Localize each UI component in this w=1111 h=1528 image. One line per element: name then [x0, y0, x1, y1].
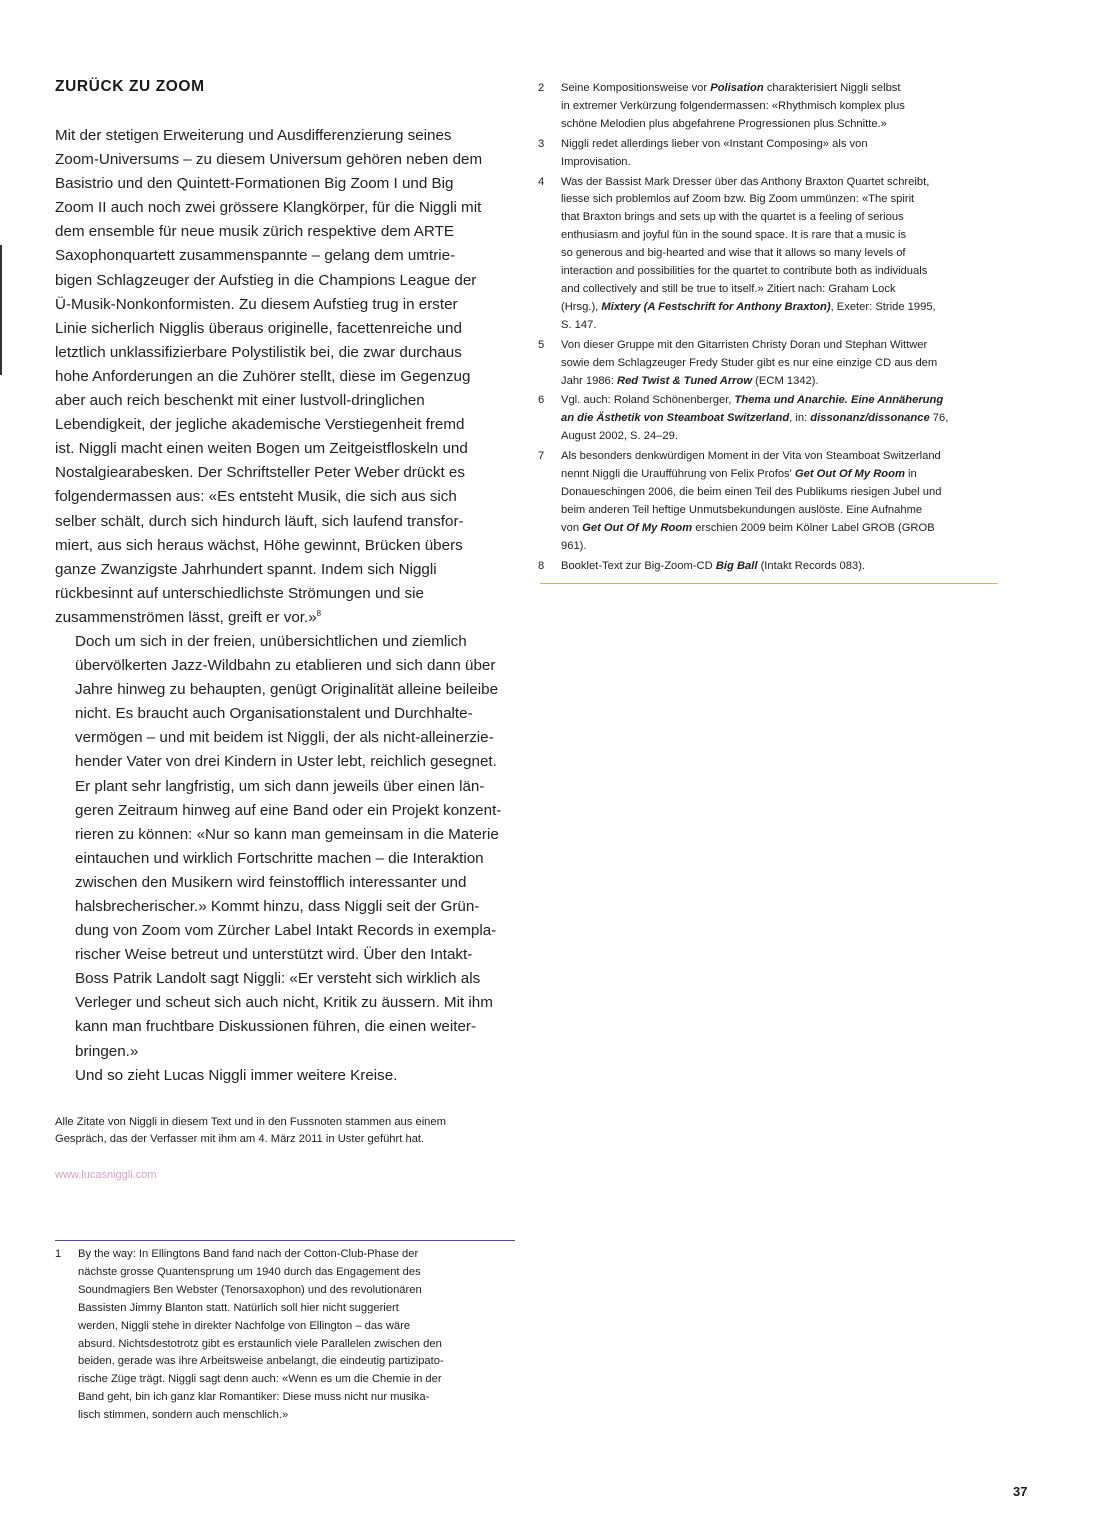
text-line: hohe Anforderungen an die Zuhörer stellt, diese im Gegenzug	[55, 367, 471, 385]
text-line: vermögen – und mit beidem ist Niggli, der als nicht-alleinerzie-	[75, 729, 494, 747]
footnote-number: 5	[538, 338, 545, 351]
footnote-text	[561, 174, 1008, 335]
text-line: Und so zieht Lucas Niggli immer weitere Kreise.	[75, 1066, 398, 1084]
text-line: eintauchen und wirklich Fortschritte machen – die Interaktion	[75, 849, 484, 867]
paragraph-1	[55, 124, 517, 630]
footnote-line: August 2002, S. 24–29.	[561, 430, 678, 443]
footnote-line: nennt Niggli die Uraufführung von Felix Profos' Get Out Of My Room in	[561, 468, 917, 481]
footnote-4	[538, 174, 1008, 335]
italic-title: Polisation	[710, 82, 764, 94]
quote-credit-note	[55, 1114, 517, 1148]
paragraph-2	[55, 630, 517, 1064]
italic-title: Thema und Anarchie. Eine Annäherung	[734, 394, 944, 407]
footnote-number: 8	[538, 559, 545, 572]
text-line: Boss Patrik Landolt sagt Niggli: «Er versteht sich wirklich als	[75, 970, 481, 988]
text-line: halsbrecherischer.» Kommt hinzu, dass Niggli seit der Grün-	[75, 898, 480, 915]
footnote-line: that Braxton brings and sets up with the quartet is a feeling of serious	[561, 211, 904, 224]
footnote-line: sowie dem Schlagzeuger Fredy Studer gibt es nur eine einzige CD aus dem	[561, 356, 938, 369]
text-line: letztlich unklassifizierbare Polystilistik bei, die zwar durchaus	[55, 343, 462, 361]
footnote-7	[538, 448, 1008, 555]
text-line: dem ensemble für neue musik zürich respektive dem ARTE	[55, 223, 454, 241]
text-line: hender Vater von drei Kindern in Uster lebt, reichlich gesegnet.	[75, 753, 497, 771]
footnote-line: Improvisation.	[561, 155, 631, 168]
text-line: rückbesinnt auf unterschiedlichste Strömungen und sie	[55, 584, 424, 602]
footnote-text	[561, 337, 1008, 391]
footnote-line: Als besonders denkwürdigen Moment in der Vita von Steamboat Switzerland	[561, 450, 941, 463]
text-line: rieren zu können: «Nur so kann man gemeinsam in die Materie	[75, 825, 499, 843]
footnote-line: Soundmagiers Ben Webster (Tenorsaxophon) und des revolutionären	[78, 1283, 422, 1296]
footnote-line: von Get Out Of My Room erschien 2009 beim Kölner Label GROB (GROB	[561, 521, 935, 534]
website-link[interactable]: www.lucasniggli.com	[55, 1169, 157, 1181]
text-line: zwischen den Musikern wird feinstofflich interessanter und	[75, 873, 467, 891]
text-line: selber schält, durch sich hindurch läuft, sich laufend transfor-	[55, 512, 464, 530]
footnote-text	[561, 448, 1008, 555]
text-line: Lebendigkeit, der jegliche akademische Verstiegenheit fremd	[55, 416, 465, 434]
italic-title: an die Ästhetik von Steamboat Switzerland	[561, 412, 790, 425]
text-line	[55, 606, 517, 630]
footnote-text	[561, 136, 1008, 172]
italic-title: Get Out Of My Room	[794, 468, 905, 481]
footnote-text	[561, 392, 1008, 446]
footnote-line: Niggli redet allerdings lieber von «Instant Composing» als von	[561, 137, 868, 150]
footnote-1	[55, 1246, 517, 1425]
footnote-number: 1	[55, 1248, 62, 1260]
footnote-2	[538, 80, 1008, 134]
footnote-line: absurd. Nichtsdestotrotz gibt es erstaunlich viele Parallelen zwischen den	[78, 1337, 442, 1350]
credit-line: Alle Zitate von Niggli in diesem Text und in den Fussnoten stammen aus einem	[55, 1116, 446, 1128]
footnote-line: Vgl. auch: Roland Schönenberger, Thema und Anarchie. Eine Annäherung	[561, 394, 944, 407]
text-line: ganze Zwanzigste Jahrhundert spannt. Indem sich Niggli	[55, 560, 437, 578]
footnote-line: interaction and possibilities for the quartet to contribute both as individuals	[561, 265, 928, 278]
footnote-line: Von dieser Gruppe mit den Gitarristen Christy Doran und Stephan Wittwer	[561, 338, 928, 351]
section-heading: ZURÜCK ZU ZOOM	[55, 78, 205, 95]
footnote-8	[538, 558, 1008, 576]
page-number: 37	[1013, 1484, 1028, 1499]
footnote-number: 2	[538, 82, 545, 94]
footnote-line: enthusiasm and joyful fün in the sound space. It is rare that a music is	[561, 229, 907, 242]
text-line: Mit der stetigen Erweiterung und Ausdifferenzierung seines	[55, 127, 452, 144]
text-line: Zoom II auch noch zwei grössere Klangkörper, für die Niggli mit	[55, 199, 482, 217]
footnote-line: beiden, gerade was ihre Arbeitsweise anbelangt, die eindeutig partizipato-	[78, 1355, 444, 1368]
text-line: ist. Niggli macht einen weiten Bogen um Zeitgeistfloskeln und	[55, 440, 468, 458]
text-line-content: zusammenströmen lässt, greift er vor.»	[55, 608, 317, 626]
footnote-5	[538, 337, 1008, 391]
footnote-line: lisch stimmen, sondern auch menschlich.»	[78, 1409, 289, 1422]
footnote-line: an die Ästhetik von Steamboat Switzerland, in: dissonanz/dissonance 76,	[561, 412, 949, 425]
text-line: Ü-Musik-Nonkonformisten. Zu diesem Aufstieg trug in erster	[55, 295, 458, 313]
text-line: miert, aus sich heraus wächst, Höhe gewinnt, Brücken übers	[55, 536, 463, 554]
footnote-divider-right	[540, 583, 998, 584]
footnote-line: werden, Niggli stehe in direkter Nachfolge von Ellington – das wäre	[78, 1319, 411, 1332]
footnote-line: Booklet-Text zur Big-Zoom-CD Big Ball (Intakt Records 083).	[561, 559, 866, 572]
footnote-line: S. 147.	[561, 318, 597, 331]
footnote-3	[538, 136, 1008, 172]
italic-title: Mixtery (A Festschrift for Anthony Braxton)	[601, 300, 831, 313]
text-line: bringen.»	[75, 1042, 139, 1060]
footnote-number: 4	[538, 175, 545, 188]
text-line: Verleger und scheut sich auch nicht, Kritik zu äussern. Mit ihm	[75, 994, 493, 1012]
text-line: Er plant sehr langfristig, um sich dann jeweils über einen län-	[75, 777, 485, 795]
footnote-text	[78, 1246, 517, 1425]
footnote-divider-left	[55, 1240, 515, 1241]
footnote-line: (Hrsg.), Mixtery (A Festschrift for Anthony Braxton), Exeter: Stride 1995,	[561, 300, 936, 313]
footnote-line: and collectively and still be true to itself.» Zitiert nach: Graham Lock	[561, 282, 896, 295]
text-line: kann man fruchtbare Diskussionen führen, die einen weiter-	[75, 1018, 477, 1036]
footnote-line: in extremer Verkürzung folgendermassen: «Rhythmisch komplex plus	[561, 99, 905, 112]
scan-edge-mark	[0, 245, 2, 375]
text-line: geren Zeitraum hinweg auf eine Band oder ein Projekt konzent-	[75, 801, 502, 819]
footnote-line: Donaueschingen 2006, die beim einen Teil des Publikums riesigen Jubel und	[561, 485, 942, 498]
text-line: Linie sicherlich Nigglis überaus originelle, facettenreiche und	[55, 319, 462, 337]
footnote-line: 961).	[561, 539, 587, 552]
footnote-number: 6	[538, 394, 545, 407]
footnotes-left-list	[55, 1246, 517, 1427]
footnote-number: 3	[538, 137, 545, 150]
text-line: Doch um sich in der freien, unübersichtlichen und ziemlich	[75, 632, 467, 650]
text-line: folgendermassen aus: «Es entsteht Musik, die sich aus sich	[55, 488, 457, 506]
text-line: nicht. Es braucht auch Organisationstalent und Durchhalte-	[75, 705, 473, 723]
text-line: Jahre hinweg zu behaupten, genügt Originalität alleine beileibe	[75, 681, 499, 699]
footnote-line: Band geht, bin ich ganz klar Romantiker: Diese muss nicht nur musika-	[78, 1391, 430, 1404]
footnote-line: Bassisten Jimmy Blanton statt. Natürlich soll hier nicht suggeriert	[78, 1301, 399, 1314]
text-line: Nostalgiearabesken. Der Schriftsteller Peter Weber drückt es	[55, 464, 465, 482]
footnote-number: 7	[538, 450, 545, 463]
footnote-line: schöne Melodien plus abgefahrene Progressionen plus Schnitte.»	[561, 117, 887, 130]
text-line: Saxophonquartett zusammenspannte – gelang dem umtrie-	[55, 247, 456, 265]
text-line: dung von Zoom vom Zürcher Label Intakt Records in exempla-	[75, 922, 497, 940]
text-line: bigen Schlagzeuger der Aufstieg in die Champions League der	[55, 271, 477, 289]
footnote-text	[561, 80, 1008, 134]
footnotes-right-list	[538, 80, 1008, 577]
italic-title: Get Out Of My Room	[582, 521, 693, 534]
text-line: übervölkerten Jazz-Wildbahn zu etablieren und sich dann über	[75, 657, 496, 675]
footnote-line: Jahr 1986: Red Twist & Tuned Arrow (ECM 1342).	[561, 374, 819, 387]
text-line: aber auch reich beschenkt mit einer lustvoll-dringlichen	[55, 392, 425, 410]
credit-line: Gespräch, das der Verfasser mit ihm am 4. März 2011 in Uster geführt hat.	[55, 1133, 425, 1145]
footnote-line: beim anderen Teil heftige Unmutsbekundungen auslöste. Eine Aufnahme	[561, 503, 923, 516]
footnote-line: Was der Bassist Mark Dresser über das Anthony Braxton Quartet schreibt,	[561, 175, 930, 188]
footnote-line: rische Züge trägt. Niggli sagt denn auch: «Wenn es um die Chemie in der	[78, 1373, 442, 1386]
footnote-line: nächste grosse Quantensprung um 1940 durch das Engagement des	[78, 1265, 421, 1278]
footnote-line: Seine Kompositionsweise vor Polisation charakterisiert Niggli selbst	[561, 82, 901, 94]
italic-title: Big Ball	[715, 559, 758, 572]
italic-title: Red Twist & Tuned Arrow	[616, 374, 753, 387]
footnote-6	[538, 392, 1008, 446]
italic-title: dissonanz/dissonance	[810, 412, 930, 425]
footnote-line: so generous and big-hearted and wise that it allows so many levels of	[561, 247, 906, 260]
article-body	[55, 124, 517, 1088]
text-line: Basistrio und den Quintett-Formationen Big Zoom I und Big	[55, 175, 454, 193]
footnote-line: liesse sich problemlos auf Zoom bzw. Big Zoom ummünzen: «The spirit	[561, 193, 915, 206]
paragraph-3	[55, 1064, 517, 1088]
text-line: rischer Weise betreut und unterstützt wird. Über den Intakt-	[75, 946, 473, 964]
footnote-ref[interactable]: 8	[316, 608, 322, 618]
text-line: Zoom-Universums – zu diesem Universum gehören neben dem	[55, 151, 483, 169]
footnote-text	[561, 558, 1008, 576]
footnote-line: By the way: In Ellingtons Band fand nach der Cotton-Club-Phase der	[78, 1248, 419, 1260]
